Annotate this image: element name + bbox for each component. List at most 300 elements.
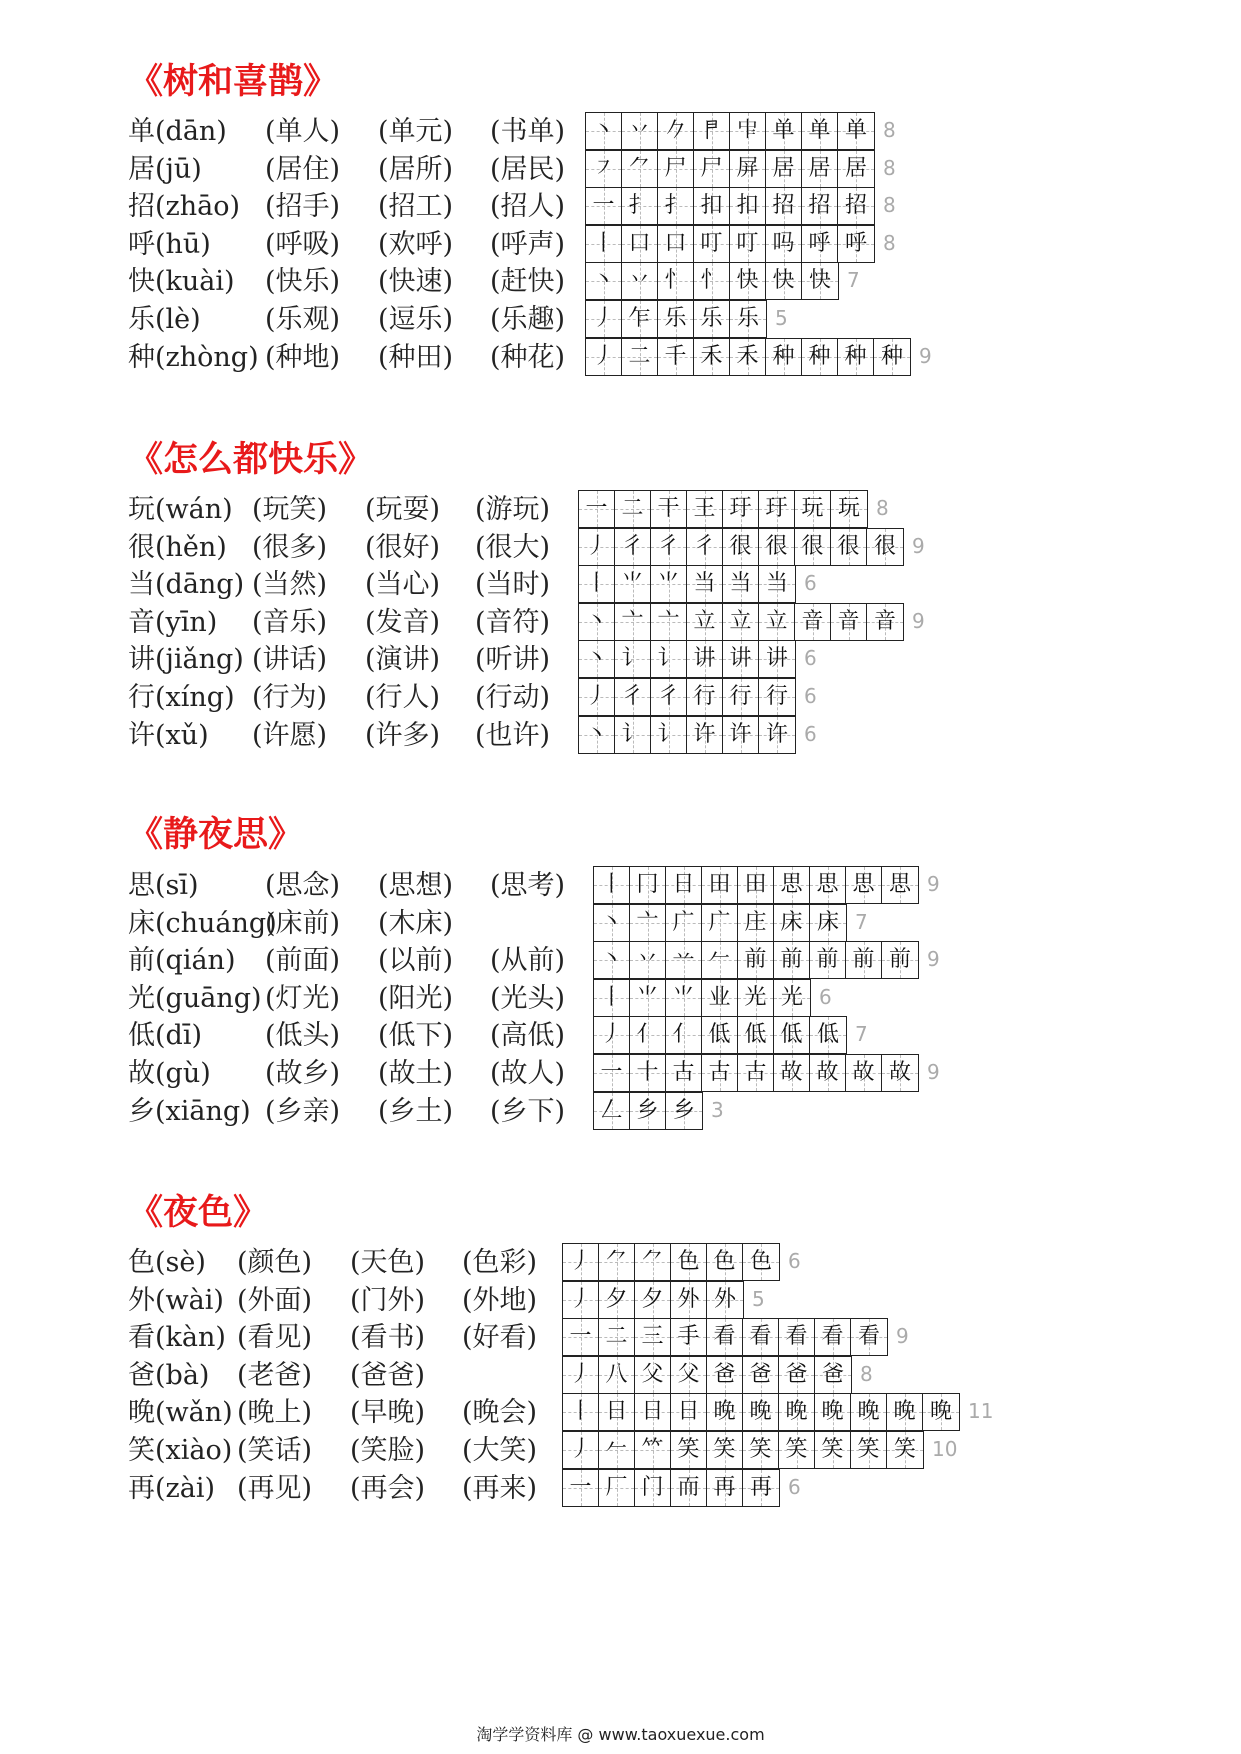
stroke-glyph: 外 xyxy=(677,1286,700,1312)
stroke-glyph: 𠃋 xyxy=(600,1097,623,1123)
stroke-cell xyxy=(630,905,666,941)
stroke-cell xyxy=(702,980,738,1016)
character-row xyxy=(0,565,1241,605)
stroke-count: 3 xyxy=(711,1097,724,1122)
stroke-glyph: 看 xyxy=(749,1324,772,1350)
stroke-glyph: 音 xyxy=(801,608,824,634)
vocab-word: (招工) xyxy=(378,191,454,223)
stroke-cell xyxy=(838,188,874,224)
stroke-glyph: 干 xyxy=(657,496,680,521)
stroke-glyph: 丿 xyxy=(569,1249,592,1274)
stroke-glyph: 丨 xyxy=(600,984,623,1010)
stroke-cell xyxy=(599,1394,635,1430)
stroke-glyph: 口 xyxy=(628,230,651,256)
stroke-glyph: 讠 xyxy=(657,721,680,747)
stroke-glyph: 亠 xyxy=(621,608,644,634)
stroke-glyph: 丶 xyxy=(592,268,615,294)
stroke-glyph: 讲 xyxy=(729,646,752,672)
stroke-glyph: 爸 xyxy=(749,1361,772,1387)
stroke-cell xyxy=(743,1432,779,1468)
character-row xyxy=(0,678,1241,718)
stroke-glyph: 丿 xyxy=(569,1286,592,1312)
stroke-cell xyxy=(671,1357,707,1393)
stroke-order-grid xyxy=(593,1092,703,1130)
stroke-glyph: 尸 xyxy=(700,155,723,181)
stroke-cell xyxy=(707,1319,743,1355)
stroke-glyph: 丿 xyxy=(569,1437,592,1462)
stroke-glyph: 故 xyxy=(780,1060,803,1085)
stroke-cell xyxy=(651,717,687,753)
stroke-cell xyxy=(923,1394,959,1430)
stroke-glyph: 𠁦 xyxy=(736,118,759,143)
stroke-glyph: 当 xyxy=(765,571,788,597)
vocab-word: (好看) xyxy=(462,1322,538,1354)
vocab-word: (笑话) xyxy=(237,1435,313,1466)
stroke-glyph: 笑 xyxy=(785,1437,808,1462)
stroke-glyph: 𥫗 xyxy=(641,1437,664,1462)
vocab-word: (行为) xyxy=(252,682,328,713)
vocab-word: (居住) xyxy=(265,153,341,185)
stroke-glyph: 一 xyxy=(600,1060,623,1085)
stroke-glyph: 亻 xyxy=(636,1022,659,1048)
stroke-cell xyxy=(766,226,802,262)
stroke-cell xyxy=(738,942,774,978)
stroke-cell xyxy=(774,905,810,941)
stroke-cell xyxy=(586,188,622,224)
stroke-cell xyxy=(702,867,738,903)
character-pinyin: 居(jū) xyxy=(128,153,202,185)
stroke-count: 10 xyxy=(932,1437,958,1461)
stroke-glyph: 日 xyxy=(677,1399,700,1425)
stroke-glyph: 许 xyxy=(765,721,788,747)
vocab-word: (看见) xyxy=(237,1322,313,1354)
stroke-glyph: 乐 xyxy=(736,306,759,331)
stroke-glyph: 种 xyxy=(772,343,795,369)
section-title: 《怎么都快乐》 xyxy=(128,439,374,480)
character-row xyxy=(0,640,1241,680)
character-pinyin: 低(dī) xyxy=(128,1020,202,1052)
vocab-word: (行动) xyxy=(475,682,551,713)
stroke-glyph: 忄 xyxy=(700,268,723,294)
stroke-glyph: 叮 xyxy=(700,230,723,256)
stroke-glyph: 故 xyxy=(852,1060,875,1085)
stroke-glyph: 亻 xyxy=(672,1022,695,1048)
stroke-cell xyxy=(802,263,838,299)
vocab-word: (笑脸) xyxy=(350,1435,426,1466)
stroke-cell xyxy=(586,301,622,337)
stroke-glyph: 叮 xyxy=(736,230,759,256)
stroke-cell xyxy=(694,113,730,149)
stroke-cell xyxy=(666,1093,702,1129)
stroke-count: 8 xyxy=(883,230,896,255)
vocab-word: (书单) xyxy=(490,116,566,147)
stroke-order-grid xyxy=(578,528,904,566)
stroke-glyph: ⺌ xyxy=(621,571,644,597)
stroke-cell xyxy=(586,151,622,187)
character-row xyxy=(0,1356,1241,1396)
stroke-cell xyxy=(851,1432,887,1468)
stroke-glyph: 口 xyxy=(664,230,687,256)
stroke-cell xyxy=(599,1470,635,1506)
stroke-cell xyxy=(563,1394,599,1430)
stroke-cell xyxy=(810,942,846,978)
stroke-glyph: ⺌ xyxy=(672,984,695,1010)
stroke-cell xyxy=(774,942,810,978)
vocab-word: (当然) xyxy=(252,569,328,601)
stroke-count: 5 xyxy=(775,306,788,330)
stroke-cell xyxy=(723,529,759,565)
stroke-glyph: 八 xyxy=(605,1361,628,1387)
character-row xyxy=(0,112,1241,152)
character-pinyin: 很(hěn) xyxy=(128,531,227,563)
stroke-cell xyxy=(651,679,687,715)
stroke-glyph: 丿 xyxy=(600,1022,623,1048)
stroke-cell xyxy=(579,529,615,565)
stroke-cell xyxy=(615,529,651,565)
vocab-word: (看书) xyxy=(350,1322,426,1354)
character-row xyxy=(0,528,1241,568)
stroke-glyph: 庄 xyxy=(744,909,767,935)
stroke-glyph: 立 xyxy=(729,608,752,634)
stroke-glyph: 吗 xyxy=(772,230,795,256)
vocab-word: (光头) xyxy=(490,982,566,1014)
character-row xyxy=(0,187,1241,227)
stroke-glyph: 丨 xyxy=(600,872,623,897)
vocab-word: (讲话) xyxy=(252,644,328,676)
stroke-cell xyxy=(694,339,730,375)
vocab-word: (听讲) xyxy=(475,644,551,676)
character-row xyxy=(0,1054,1241,1094)
vocab-word: (呼声) xyxy=(490,228,566,260)
stroke-cell xyxy=(671,1319,707,1355)
vocab-word: (床前) xyxy=(265,907,341,939)
stroke-glyph: 光 xyxy=(780,984,803,1010)
stroke-cell xyxy=(615,641,651,677)
stroke-cell xyxy=(694,151,730,187)
vocab-word: (老爸) xyxy=(237,1359,313,1391)
character-row xyxy=(0,1431,1241,1471)
stroke-order-grid xyxy=(585,150,875,188)
vocab-word: (玩耍) xyxy=(365,494,441,525)
vocab-word: (乐观) xyxy=(265,304,341,335)
character-pinyin: 晚(wǎn) xyxy=(128,1397,233,1429)
character-pinyin: 音(yīn) xyxy=(128,606,218,638)
stroke-glyph: 单 xyxy=(844,118,867,143)
stroke-cell xyxy=(738,1017,774,1053)
vocab-word: (很好) xyxy=(365,531,441,563)
stroke-glyph: 父 xyxy=(677,1361,700,1387)
stroke-cell xyxy=(594,1093,630,1129)
stroke-glyph: 种 xyxy=(844,343,867,369)
stroke-order-grid xyxy=(578,603,904,641)
stroke-cell xyxy=(743,1319,779,1355)
stroke-glyph: 很 xyxy=(801,533,824,559)
stroke-cell xyxy=(622,339,658,375)
stroke-cell xyxy=(666,980,702,1016)
stroke-count: 7 xyxy=(855,909,868,934)
vocab-word: (呼吸) xyxy=(265,228,341,260)
stroke-glyph: 丨 xyxy=(592,230,615,256)
vocab-word: (行人) xyxy=(365,682,441,713)
character-row xyxy=(0,716,1241,756)
stroke-cell xyxy=(622,301,658,337)
stroke-order-grid xyxy=(593,941,919,979)
stroke-count: 6 xyxy=(788,1474,801,1499)
stroke-glyph: 二 xyxy=(628,343,651,369)
vocab-word: (再见) xyxy=(237,1472,313,1504)
stroke-glyph: 丶 xyxy=(600,947,623,973)
vocab-word: (颜色) xyxy=(237,1247,313,1278)
stroke-cell xyxy=(887,1432,923,1468)
stroke-glyph: 二 xyxy=(621,496,644,521)
stroke-glyph: 扣 xyxy=(700,193,723,219)
stroke-cell xyxy=(730,151,766,187)
stroke-glyph: 笑 xyxy=(857,1437,880,1462)
stroke-glyph: 居 xyxy=(844,155,867,181)
stroke-glyph: 讠 xyxy=(621,646,644,672)
vocab-word: (灯光) xyxy=(265,982,341,1014)
stroke-glyph: 再 xyxy=(749,1474,772,1500)
stroke-glyph: 乡 xyxy=(636,1097,659,1123)
stroke-cell xyxy=(651,641,687,677)
stroke-glyph: 玩 xyxy=(837,496,860,521)
stroke-glyph: 行 xyxy=(729,684,752,709)
vocab-word: (以前) xyxy=(378,945,454,977)
stroke-cell xyxy=(831,491,867,527)
stroke-glyph: 业 xyxy=(708,984,731,1010)
stroke-glyph: 丨 xyxy=(569,1399,592,1425)
stroke-order-grid xyxy=(562,1431,924,1469)
stroke-cell xyxy=(831,604,867,640)
stroke-cell xyxy=(666,1055,702,1091)
stroke-cell xyxy=(867,604,903,640)
stroke-cell xyxy=(658,263,694,299)
stroke-glyph: 玩 xyxy=(801,496,824,521)
stroke-glyph: 𠂊 xyxy=(664,118,687,143)
stroke-cell xyxy=(671,1432,707,1468)
character-pinyin: 乡(xiāng) xyxy=(128,1095,251,1127)
stroke-cell xyxy=(687,679,723,715)
stroke-cell xyxy=(615,679,651,715)
stroke-cell xyxy=(622,226,658,262)
stroke-order-grid xyxy=(578,490,868,528)
character-pinyin: 玩(wán) xyxy=(128,494,233,525)
vocab-word: (种田) xyxy=(378,341,454,373)
stroke-cell xyxy=(867,529,903,565)
stroke-cell xyxy=(707,1432,743,1468)
stroke-count: 6 xyxy=(819,984,832,1009)
stroke-cell xyxy=(594,980,630,1016)
vocab-word: (外面) xyxy=(237,1284,313,1316)
vocab-word: (音符) xyxy=(475,606,551,638)
stroke-glyph: 晚 xyxy=(785,1399,808,1425)
character-pinyin: 许(xǔ) xyxy=(128,719,209,751)
stroke-cell xyxy=(687,566,723,602)
stroke-glyph: 爸 xyxy=(713,1361,736,1387)
character-row xyxy=(0,150,1241,190)
stroke-cell xyxy=(651,529,687,565)
character-row xyxy=(0,979,1241,1019)
vocab-word: (居民) xyxy=(490,153,566,185)
stroke-glyph: 尸 xyxy=(664,155,687,181)
stroke-cell xyxy=(723,641,759,677)
stroke-cell xyxy=(707,1244,743,1280)
stroke-glyph: 丿 xyxy=(585,533,608,559)
stroke-count: 8 xyxy=(876,496,889,520)
character-pinyin: 前(qián) xyxy=(128,945,236,977)
stroke-cell xyxy=(707,1357,743,1393)
stroke-order-grid xyxy=(593,904,847,942)
stroke-glyph: 外 xyxy=(713,1286,736,1312)
stroke-glyph: 讠 xyxy=(621,721,644,747)
stroke-glyph: 十 xyxy=(636,1060,659,1085)
vocab-word: (前面) xyxy=(265,945,341,977)
vocab-word: (居所) xyxy=(378,153,454,185)
stroke-order-grid xyxy=(593,979,811,1017)
stroke-cell xyxy=(563,1432,599,1468)
stroke-glyph: 笑 xyxy=(749,1437,772,1462)
stroke-glyph: 立 xyxy=(693,608,716,634)
stroke-glyph: 日 xyxy=(672,872,695,897)
stroke-glyph: 田 xyxy=(744,872,767,897)
stroke-glyph: ⺈ xyxy=(605,1249,628,1274)
stroke-glyph: 行 xyxy=(693,684,716,709)
character-pinyin: 光(guāng) xyxy=(128,982,262,1014)
stroke-count: 9 xyxy=(912,608,925,633)
stroke-glyph: 乐 xyxy=(700,306,723,331)
stroke-glyph: 一 xyxy=(569,1324,592,1350)
stroke-cell xyxy=(630,1093,666,1129)
stroke-glyph: 𠂉 xyxy=(605,1437,628,1462)
stroke-cell xyxy=(882,1055,918,1091)
character-pinyin: 讲(jiǎng) xyxy=(128,644,244,676)
vocab-word: (单元) xyxy=(378,116,454,147)
stroke-glyph: 立 xyxy=(765,608,788,634)
stroke-cell xyxy=(815,1357,851,1393)
stroke-cell xyxy=(658,301,694,337)
stroke-order-grid xyxy=(585,187,875,225)
vocab-word: (从前) xyxy=(490,945,566,977)
vocab-word: (许多) xyxy=(365,719,441,751)
stroke-cell xyxy=(759,491,795,527)
stroke-cell xyxy=(795,491,831,527)
stroke-cell xyxy=(666,942,702,978)
stroke-cell xyxy=(723,717,759,753)
stroke-glyph: 田 xyxy=(708,872,731,897)
stroke-count: 8 xyxy=(860,1361,873,1386)
character-row xyxy=(0,225,1241,265)
stroke-glyph: ⺌ xyxy=(636,984,659,1010)
character-row xyxy=(0,603,1241,643)
stroke-cell xyxy=(723,679,759,715)
stroke-cell xyxy=(851,1319,887,1355)
stroke-glyph: ⺈ xyxy=(628,155,651,181)
stroke-glyph: 笑 xyxy=(677,1437,700,1462)
stroke-cell xyxy=(579,679,615,715)
stroke-cell xyxy=(635,1470,671,1506)
stroke-cell xyxy=(622,188,658,224)
stroke-cell xyxy=(702,1055,738,1091)
stroke-cell xyxy=(658,226,694,262)
stroke-glyph: 看 xyxy=(785,1324,808,1350)
stroke-cell xyxy=(615,491,651,527)
stroke-glyph: 玗 xyxy=(765,496,788,521)
stroke-glyph: 丶 xyxy=(600,909,623,935)
stroke-glyph: 忄 xyxy=(664,268,687,294)
vocab-word: (阳光) xyxy=(378,982,454,1014)
stroke-glyph: 古 xyxy=(672,1060,695,1085)
stroke-glyph: 行 xyxy=(765,684,788,709)
stroke-cell xyxy=(702,1017,738,1053)
stroke-glyph: 乍 xyxy=(628,306,651,331)
stroke-glyph: 单 xyxy=(808,118,831,143)
stroke-cell xyxy=(723,566,759,602)
stroke-order-grid xyxy=(585,225,875,263)
stroke-cell xyxy=(730,113,766,149)
character-row xyxy=(0,1281,1241,1321)
vocab-word: (很大) xyxy=(475,531,551,563)
stroke-glyph: 许 xyxy=(729,721,752,747)
stroke-cell xyxy=(743,1470,779,1506)
vocab-word: (故土) xyxy=(378,1058,454,1089)
stroke-glyph: 讠 xyxy=(657,646,680,672)
stroke-glyph: 手 xyxy=(677,1324,700,1350)
vocab-word: (思念) xyxy=(265,870,341,901)
stroke-cell xyxy=(730,301,766,337)
stroke-glyph: 一 xyxy=(592,193,615,219)
stroke-cell xyxy=(666,867,702,903)
stroke-cell xyxy=(599,1357,635,1393)
stroke-glyph: 前 xyxy=(780,947,803,973)
stroke-order-grid xyxy=(578,678,796,716)
stroke-cell xyxy=(635,1244,671,1280)
character-pinyin: 单(dān) xyxy=(128,116,227,147)
stroke-order-grid xyxy=(593,1016,847,1054)
stroke-cell xyxy=(882,867,918,903)
stroke-cell xyxy=(779,1394,815,1430)
stroke-cell xyxy=(851,1394,887,1430)
stroke-glyph: 丶 xyxy=(592,118,615,143)
stroke-cell xyxy=(730,263,766,299)
stroke-glyph: 爸 xyxy=(821,1361,844,1387)
vocab-word: (思想) xyxy=(378,870,454,901)
stroke-glyph: 丷 xyxy=(636,947,659,973)
stroke-count: 6 xyxy=(804,684,817,708)
stroke-glyph: 看 xyxy=(713,1324,736,1350)
stroke-cell xyxy=(651,566,687,602)
vocab-word: (思考) xyxy=(490,870,566,901)
stroke-cell xyxy=(563,1319,599,1355)
stroke-cell xyxy=(802,113,838,149)
stroke-cell xyxy=(630,980,666,1016)
stroke-order-grid xyxy=(585,338,911,376)
stroke-cell xyxy=(810,1017,846,1053)
stroke-count: 6 xyxy=(804,571,817,596)
stroke-glyph: 二 xyxy=(605,1324,628,1350)
vocab-word: (欢呼) xyxy=(378,228,454,260)
stroke-cell xyxy=(635,1357,671,1393)
vocab-word: (乡下) xyxy=(490,1095,566,1127)
vocab-word: (色彩) xyxy=(462,1247,538,1278)
stroke-cell xyxy=(594,1055,630,1091)
stroke-count: 5 xyxy=(752,1286,765,1311)
stroke-count: 11 xyxy=(968,1399,994,1424)
stroke-cell xyxy=(766,339,802,375)
stroke-cell xyxy=(687,491,723,527)
stroke-glyph: 扣 xyxy=(736,193,759,219)
stroke-cell xyxy=(599,1432,635,1468)
character-row xyxy=(0,941,1241,981)
